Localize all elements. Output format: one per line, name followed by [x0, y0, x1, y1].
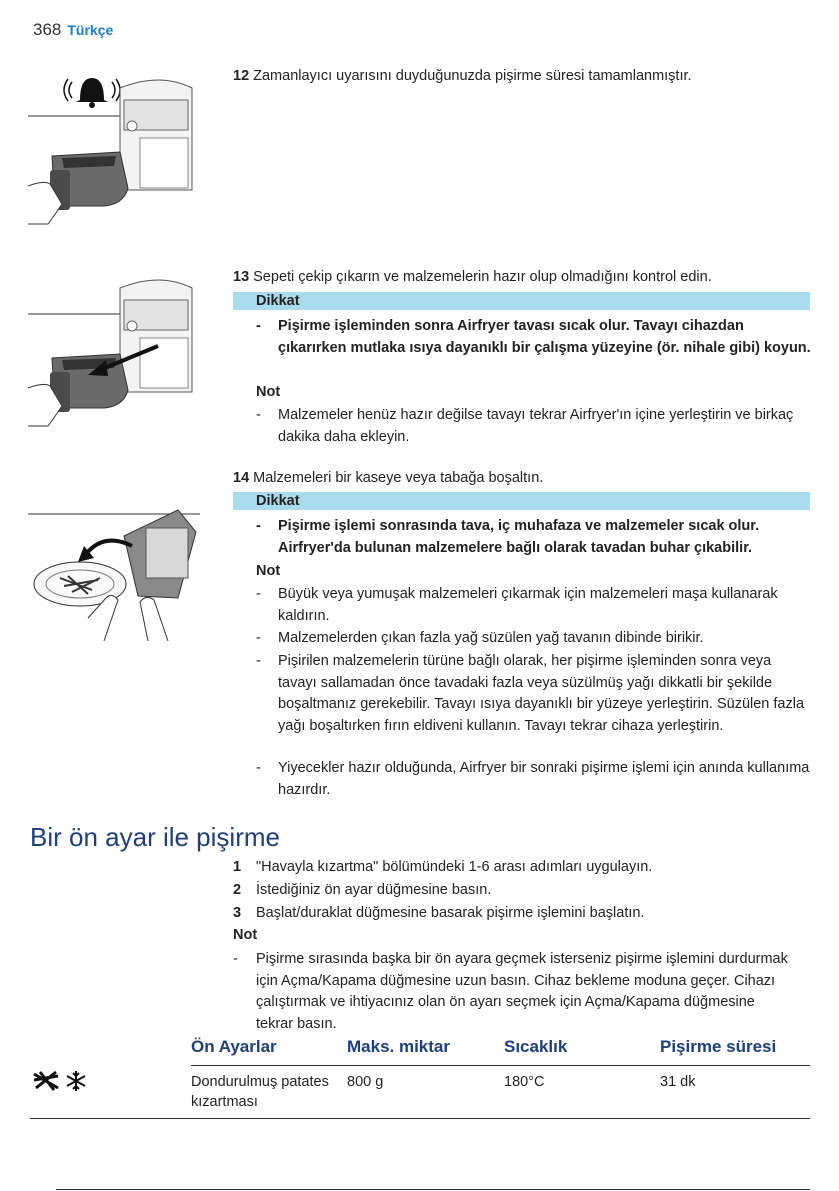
- preset-step-3: 3 Başlat/duraklat düğmesine basarak pişirme işlemini başlatın.: [233, 905, 645, 921]
- step-13: 13 Sepeti çekip çıkarın ve malzemelerin hazır olup olmadığını kontrol edin.: [233, 269, 712, 285]
- preset-step-1: 1 "Havayla kızartma" bölümündeki 1-6 arası adımları uygulayın.: [233, 859, 653, 875]
- note-label-14: Not: [256, 563, 281, 579]
- note-item-13-1: - Malzemeler henüz hazır değilse tavayı tekrar Airfryer'ın içine yerleştirin ve birkaç dakika daha ekleyin.: [256, 407, 794, 445]
- table-header-rule: [191, 1065, 810, 1066]
- illustration-empty-basket: [28, 506, 200, 641]
- table-bottom-rule: [30, 1118, 810, 1119]
- arrow-pour-icon: [78, 541, 132, 562]
- table-header-preset: Ön Ayarlar: [191, 1037, 277, 1056]
- note-item-14-4: - Yiyecekler hazır olduğunda, Airfryer bir sonraki pişirme işlemi için anında kullanıma hazırdır.: [256, 760, 810, 798]
- table-header-max: Maks. miktar: [347, 1037, 450, 1056]
- note-item-14-1: - Büyük veya yumuşak malzemeleri çıkarmak için malzemeleri maşa kullanarak kaldırın.: [256, 586, 778, 624]
- table-cell-time: 31 dk: [660, 1074, 696, 1090]
- caution-bar-13: Dikkat: [233, 292, 810, 310]
- page-number: 368: [33, 20, 62, 39]
- preset-step-2: 2 İstediğiniz ön ayar düğmesine basın.: [233, 882, 492, 898]
- illustration-pull-basket: [28, 272, 200, 442]
- note-item-14-2: - Malzemelerden çıkan fazla yağ süzülen yağ tavanın dibinde birikir.: [256, 630, 704, 646]
- step-12-text: Zamanlayıcı uyarısını duyduğunuzda pişirme süresi tamamlanmıştır.: [253, 68, 692, 84]
- section-title: Bir ön ayar ile pişirme: [30, 822, 280, 852]
- bell-icon: [64, 78, 120, 108]
- caution-item-14-1: - Pişirme işlemi sonrasında tava, iç muhafaza ve malzemeler sıcak olur. Airfryer'da bulunan malzemelere bağlı olarak tavadan buhar çıkabilir.: [256, 518, 760, 556]
- table-cell-temp: 180°C: [504, 1074, 545, 1090]
- step-12: 12 Zamanlayıcı uyarısını duyduğunuzda pişirme süresi tamamlanmıştır.: [233, 68, 692, 84]
- table-cell-preset: Dondurulmuş patates kızartması: [191, 1074, 329, 1110]
- table-header-temp: Sıcaklık: [504, 1037, 568, 1056]
- frozen-fries-icon: [32, 1070, 90, 1097]
- caution-bar-14: Dikkat: [233, 492, 810, 510]
- footer-rule: [56, 1189, 810, 1190]
- note-label-13: Not: [256, 384, 281, 400]
- caution-item-13-1: - Pişirme işleminden sonra Airfryer tavası sıcak olur. Tavayı cihazdan çıkarırken mutlaka ısıya dayanıklı bir çalışma yüzeyine (ör. nihale gibi) koyun.: [256, 318, 811, 356]
- language-label: Türkçe: [67, 22, 114, 38]
- note-item-14-3: - Pişirilen malzemelerin türüne bağlı olarak, her pişirme işleminden sonra veya tavayı sallamadan önce tavadaki fazla veya süzülmüş yağı dikkatli bir şekilde boşaltmanız gerekebilir. Tavayı ısıya dayanıklı bir yüzeye yerleştirin. Süzülen fazla yağı boşaltırken fırın eldiveni kullanın. Tavayı tekrar cihaza yerleştirin.: [256, 653, 805, 734]
- step-13-text: Sepeti çekip çıkarın ve malzemelerin hazır olup olmadığını kontrol edin.: [253, 269, 712, 285]
- step-14: 14 Malzemeleri bir kaseye veya tabağa boşaltın.: [233, 470, 544, 486]
- page-header: [33, 20, 113, 40]
- table-cell-max: 800 g: [347, 1074, 384, 1090]
- table-header-time: Pişirme süresi: [660, 1037, 777, 1056]
- preset-note-item: - Pişirme sırasında başka bir ön ayara geçmek isterseniz pişirme işlemini durdurmak için Açma/Kapama düğmesine uzun basın. Cihaz bekleme moduna geçer. Cihazı çalıştırmak ve ihtiyacınız olan ön ayarı seçmek için Açma/Kapama düğmesine tekrar basın.: [233, 951, 788, 1032]
- step-14-text: Malzemeleri bir kaseye veya tabağa boşaltın.: [253, 470, 544, 486]
- illustration-timer-done: [28, 64, 200, 244]
- preset-note-label: Not: [233, 927, 258, 943]
